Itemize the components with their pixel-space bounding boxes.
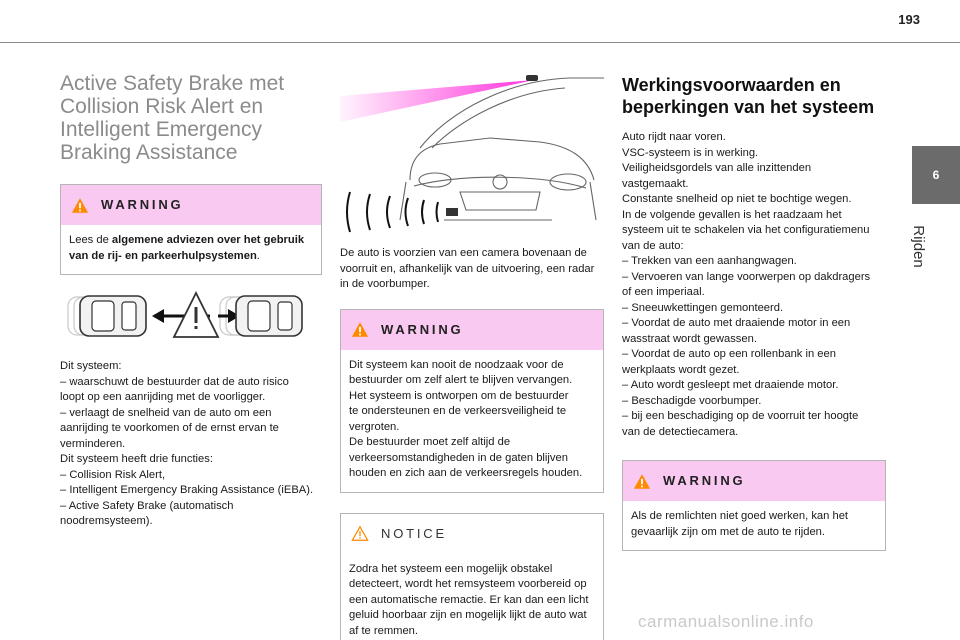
warning-header <box>341 310 603 350</box>
rear-van-icon <box>80 296 146 336</box>
warning-label: WARNING <box>663 473 746 489</box>
warning-box-brake-lights <box>622 460 886 551</box>
column-right <box>622 70 886 551</box>
top-rule <box>0 42 960 43</box>
column-middle <box>340 70 604 640</box>
notice-triangle-icon <box>351 525 369 542</box>
warning-header <box>623 461 885 501</box>
warning-text: Als de remlichten niet goed werken, kan het gevaarlijk zijn om met de auto te rijden. <box>631 510 849 538</box>
warning-header <box>61 185 321 225</box>
camera-radar-illustration <box>340 70 604 240</box>
warning-label: WARNING <box>381 321 464 337</box>
warning-text: Dit systeem kan nooit de noodzaak voor de bestuurder om zelf alert te blijven vervangen. Het systeem is ontworpen om de bestuurder te ondersteunen en de verkeersveiligheid te vergroten. De bestuurder moet zelf altijd de verkeersomstandigheden in de gaten blijven houden en zich aan de verkeersregels houden. <box>349 358 583 479</box>
watermark: carmanualsonline.info <box>638 612 814 631</box>
chapter-tab[interactable]: 6 <box>912 146 960 204</box>
warning-text: Lees de algemene adviezen over het gebruik van de rij- en parkeerhulpsystemen. <box>69 234 305 262</box>
section-title-conditions: Werkingsvoorwaarden en beperkingen van het systeem <box>622 75 875 117</box>
notice-label: NOTICE <box>381 525 447 541</box>
vehicles-following-illustration <box>60 289 322 345</box>
warning-triangle-icon <box>351 321 369 338</box>
notice-text: Zodra het systeem een mogelijk obstakel detecteert, wordt het remsysteem voorbereid op een automatische remactie. Er kan dan een licht geluid hoorbaar zijn en mogelijk lijkt de auto wat af te remmen. <box>349 562 589 637</box>
chapter-title: Rijden <box>909 224 927 268</box>
section-title-active-safety-brake: Active Safety Brake met Collision Risk Alert en Intelligent Emergency Braking Assistance <box>60 72 285 164</box>
warning-triangle-icon <box>633 473 651 490</box>
system-description: Dit systeem: – waarschuwt de bestuurder dat de auto risico loopt op een aanrijding met de voorligger. – verlaagt de snelheid van de auto om een aanrijding te voorkomen of de ernst ervan te verminderen. Dit systeem heeft drie functies: – Collision Risk Alert, – Intelligent Emergency Braking Assistance (iEBA). – Active Safety Brake (automatisch noodremsysteem). <box>60 360 314 527</box>
warning-label: WARNING <box>101 197 184 213</box>
front-van-icon <box>236 296 302 336</box>
notice-box <box>340 513 604 640</box>
camera-caption: De auto is voorzien van een camera bovenaan de voorruit en, afhankelijk van de uitvoering, een radar in de voorbumper. <box>340 247 595 290</box>
warning-box-general <box>60 184 322 275</box>
warning-box-driver <box>340 309 604 493</box>
notice-header <box>341 514 603 554</box>
conditions-list: Auto rijdt naar voren. VSC-systeem is in werking. Veiligheidsgordels van alle inzittenden vastgemaakt. Constante snelheid op niet te bochtige wegen. In de volgende gevallen is het raadzaam het systeem uit te schakelen via het configuratiemenu van de auto: – Trekken van een aanhangwagen. – Vervoeren van lange voorwerpen op dakdragers of een imperiaal. – Sneeuwkettingen gemonteerd. – Voordat de auto met draaiende motor in een wasstraat wordt gewassen. – Voordat de auto op een rollenbank in een werkplaats wordt gezet. – Auto wordt gesleept met draaiende motor. – Beschadigde voorbumper. – bij een beschadiging op de voorruit ter hoogte van de detectiecamera. <box>622 131 871 438</box>
column-left <box>60 70 322 530</box>
page-number: 193 <box>898 12 920 27</box>
warning-triangle-icon <box>71 197 89 214</box>
